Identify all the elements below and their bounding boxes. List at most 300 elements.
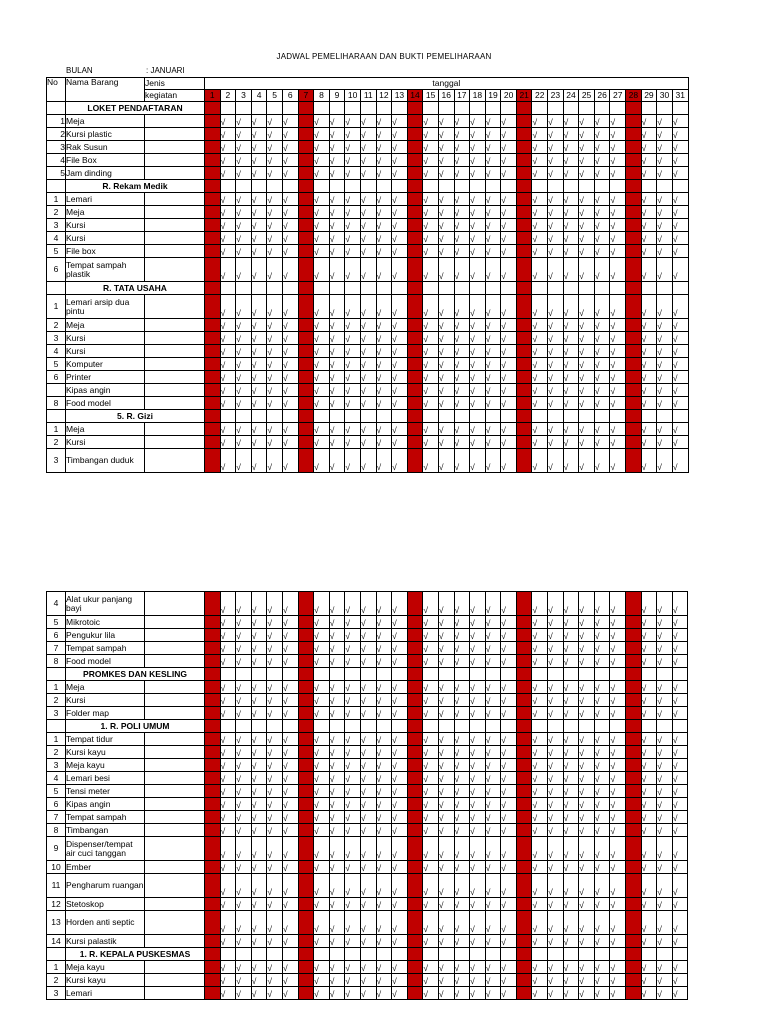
check-cell: √ — [501, 232, 517, 245]
check-cell: √ — [360, 371, 376, 384]
day-cell — [657, 410, 673, 423]
table-row — [47, 115, 689, 128]
item-number: 1 — [47, 961, 66, 974]
check-cell: √ — [282, 332, 298, 345]
check-cell: √ — [641, 193, 657, 206]
check-cell: √ — [236, 423, 252, 436]
check-cell: √ — [251, 128, 267, 141]
check-cell: √ — [641, 655, 657, 668]
check-cell: √ — [267, 128, 283, 141]
check-cell: √ — [454, 811, 470, 824]
check-cell: √ — [392, 319, 408, 332]
check-cell: √ — [563, 974, 579, 987]
check-cell: √ — [392, 154, 408, 167]
check-cell: √ — [657, 681, 673, 694]
check-cell: √ — [610, 319, 626, 332]
check-cell: √ — [392, 694, 408, 707]
day-cell — [220, 410, 236, 423]
check-cell: √ — [548, 154, 564, 167]
check-cell: √ — [454, 898, 470, 911]
check-cell: √ — [267, 295, 283, 319]
check-cell: √ — [672, 935, 688, 948]
check-cell: √ — [438, 245, 454, 258]
check-cell: √ — [345, 974, 361, 987]
check-cell: √ — [579, 759, 595, 772]
check-cell: √ — [360, 874, 376, 898]
check-cell: √ — [360, 345, 376, 358]
day-number: 20 — [501, 90, 517, 102]
check-cell: √ — [548, 115, 564, 128]
item-number: 12 — [47, 898, 66, 911]
check-cell: √ — [267, 193, 283, 206]
check-cell: √ — [563, 694, 579, 707]
check-cell: √ — [376, 681, 392, 694]
check-cell: √ — [563, 746, 579, 759]
check-cell: √ — [485, 655, 501, 668]
check-cell: √ — [485, 332, 501, 345]
day-cell — [251, 720, 267, 733]
check-cell: √ — [220, 746, 236, 759]
check-cell: √ — [454, 746, 470, 759]
check-cell: √ — [392, 974, 408, 987]
check-cell: √ — [360, 219, 376, 232]
check-cell: √ — [376, 319, 392, 332]
day-number: 15 — [423, 90, 439, 102]
activity-cell — [145, 371, 205, 384]
day-cell — [610, 282, 626, 295]
check-cell: √ — [438, 371, 454, 384]
check-cell: √ — [251, 798, 267, 811]
day-number: 31 — [672, 90, 688, 102]
holiday-cell — [626, 258, 642, 282]
check-cell: √ — [563, 961, 579, 974]
check-cell: √ — [454, 798, 470, 811]
activity-cell — [145, 592, 205, 616]
day-cell — [532, 668, 548, 681]
check-cell: √ — [454, 258, 470, 282]
check-cell: √ — [657, 167, 673, 180]
day-cell — [298, 180, 314, 193]
check-cell: √ — [672, 798, 688, 811]
check-cell: √ — [267, 707, 283, 720]
day-cell — [626, 180, 642, 193]
holiday-cell — [626, 898, 642, 911]
item-number: 8 — [47, 824, 66, 837]
check-cell: √ — [392, 811, 408, 824]
check-cell: √ — [641, 167, 657, 180]
holiday-cell — [516, 629, 532, 642]
holiday-cell — [407, 219, 423, 232]
holiday-cell — [407, 449, 423, 473]
check-cell: √ — [251, 935, 267, 948]
holiday-cell — [626, 141, 642, 154]
day-cell — [579, 180, 595, 193]
check-cell: √ — [657, 258, 673, 282]
section-row — [47, 282, 689, 295]
check-cell: √ — [579, 987, 595, 1000]
check-cell: √ — [423, 974, 439, 987]
check-cell: √ — [470, 193, 486, 206]
check-cell: √ — [610, 258, 626, 282]
check-cell: √ — [563, 449, 579, 473]
holiday-cell — [407, 824, 423, 837]
check-cell: √ — [548, 128, 564, 141]
check-cell: √ — [470, 798, 486, 811]
check-cell: √ — [251, 707, 267, 720]
day-cell — [532, 282, 548, 295]
activity-cell — [145, 974, 205, 987]
check-cell: √ — [220, 128, 236, 141]
check-cell: √ — [423, 384, 439, 397]
check-cell: √ — [345, 987, 361, 1000]
holiday-cell — [626, 193, 642, 206]
table-row — [47, 319, 689, 332]
no-cell — [47, 720, 66, 733]
day-cell — [267, 102, 283, 115]
holiday-cell — [407, 987, 423, 1000]
day-cell — [594, 282, 610, 295]
check-cell: √ — [345, 911, 361, 935]
check-cell: √ — [282, 759, 298, 772]
day-cell — [251, 180, 267, 193]
check-cell: √ — [423, 746, 439, 759]
check-cell: √ — [345, 295, 361, 319]
holiday-cell — [516, 798, 532, 811]
item-name: Komputer — [66, 358, 145, 371]
holiday-cell — [516, 759, 532, 772]
check-cell: √ — [532, 785, 548, 798]
activity-cell — [145, 655, 205, 668]
check-cell: √ — [423, 798, 439, 811]
check-cell: √ — [579, 193, 595, 206]
check-cell: √ — [423, 232, 439, 245]
check-cell: √ — [657, 694, 673, 707]
check-cell: √ — [329, 592, 345, 616]
check-cell: √ — [641, 219, 657, 232]
table-row — [47, 746, 688, 759]
check-cell: √ — [657, 449, 673, 473]
check-cell: √ — [610, 824, 626, 837]
check-cell: √ — [267, 592, 283, 616]
check-cell: √ — [470, 141, 486, 154]
check-cell: √ — [485, 861, 501, 874]
check-cell: √ — [282, 206, 298, 219]
item-name: Kipas angin — [66, 384, 145, 397]
check-cell: √ — [360, 898, 376, 911]
check-cell: √ — [282, 898, 298, 911]
check-cell: √ — [329, 837, 345, 861]
holiday-cell — [626, 733, 642, 746]
check-cell: √ — [548, 898, 564, 911]
day-cell — [563, 720, 579, 733]
check-cell: √ — [220, 358, 236, 371]
check-cell: √ — [454, 961, 470, 974]
check-cell: √ — [314, 345, 330, 358]
check-cell: √ — [594, 232, 610, 245]
check-cell: √ — [485, 811, 501, 824]
check-cell: √ — [392, 898, 408, 911]
check-cell: √ — [563, 759, 579, 772]
check-cell: √ — [610, 707, 626, 720]
check-cell: √ — [282, 167, 298, 180]
day-cell — [407, 668, 423, 681]
day-number: 17 — [454, 90, 470, 102]
check-cell: √ — [360, 232, 376, 245]
check-cell: √ — [360, 115, 376, 128]
check-cell: √ — [376, 861, 392, 874]
check-cell: √ — [392, 961, 408, 974]
table-row — [47, 961, 688, 974]
check-cell: √ — [329, 935, 345, 948]
holiday-cell — [407, 874, 423, 898]
check-cell: √ — [594, 961, 610, 974]
check-cell: √ — [657, 642, 673, 655]
table-row — [47, 345, 689, 358]
day-cell — [563, 410, 579, 423]
check-cell: √ — [314, 449, 330, 473]
check-cell: √ — [641, 232, 657, 245]
check-cell: √ — [610, 128, 626, 141]
check-cell: √ — [360, 629, 376, 642]
check-cell: √ — [485, 837, 501, 861]
check-cell: √ — [282, 592, 298, 616]
check-cell: √ — [314, 974, 330, 987]
check-cell: √ — [501, 436, 517, 449]
check-cell: √ — [672, 681, 688, 694]
check-cell: √ — [251, 694, 267, 707]
day-cell — [329, 410, 345, 423]
check-cell: √ — [392, 245, 408, 258]
check-cell: √ — [641, 681, 657, 694]
day-cell — [657, 102, 673, 115]
check-cell: √ — [345, 837, 361, 861]
check-cell: √ — [470, 319, 486, 332]
check-cell: √ — [345, 798, 361, 811]
check-cell: √ — [376, 258, 392, 282]
check-cell: √ — [594, 642, 610, 655]
holiday-cell — [407, 746, 423, 759]
day-cell — [532, 720, 548, 733]
check-cell: √ — [314, 961, 330, 974]
check-cell: √ — [594, 785, 610, 798]
check-cell: √ — [360, 384, 376, 397]
check-cell: √ — [470, 232, 486, 245]
item-number: 3 — [47, 141, 66, 154]
check-cell: √ — [594, 193, 610, 206]
holiday-cell — [407, 592, 423, 616]
check-cell: √ — [470, 154, 486, 167]
check-cell: √ — [501, 423, 517, 436]
day-cell — [594, 410, 610, 423]
check-cell: √ — [376, 154, 392, 167]
check-cell: √ — [314, 295, 330, 319]
day-cell — [470, 948, 486, 961]
check-cell: √ — [548, 206, 564, 219]
check-cell: √ — [563, 436, 579, 449]
day-cell — [236, 720, 252, 733]
day-cell — [501, 668, 517, 681]
check-cell: √ — [282, 987, 298, 1000]
day-number: 11 — [360, 90, 376, 102]
check-cell: √ — [501, 974, 517, 987]
check-cell: √ — [392, 295, 408, 319]
check-cell: √ — [220, 219, 236, 232]
check-cell: √ — [641, 436, 657, 449]
check-cell: √ — [267, 258, 283, 282]
check-cell: √ — [610, 423, 626, 436]
day-cell — [594, 948, 610, 961]
check-cell: √ — [470, 592, 486, 616]
check-cell: √ — [251, 319, 267, 332]
check-cell: √ — [220, 167, 236, 180]
check-cell: √ — [438, 898, 454, 911]
check-cell: √ — [563, 911, 579, 935]
check-cell: √ — [345, 707, 361, 720]
check-cell: √ — [470, 772, 486, 785]
check-cell: √ — [548, 642, 564, 655]
table-row — [47, 642, 688, 655]
table-row — [47, 987, 688, 1000]
check-cell: √ — [532, 911, 548, 935]
check-cell: √ — [532, 629, 548, 642]
check-cell: √ — [454, 681, 470, 694]
holiday-cell — [298, 345, 314, 358]
check-cell: √ — [282, 861, 298, 874]
check-cell: √ — [376, 128, 392, 141]
check-cell: √ — [236, 245, 252, 258]
holiday-cell — [407, 436, 423, 449]
day-cell — [329, 102, 345, 115]
check-cell: √ — [610, 358, 626, 371]
check-cell: √ — [594, 141, 610, 154]
check-cell: √ — [672, 861, 688, 874]
check-cell: √ — [438, 154, 454, 167]
check-cell: √ — [220, 987, 236, 1000]
check-cell: √ — [314, 798, 330, 811]
check-cell: √ — [329, 295, 345, 319]
check-cell: √ — [392, 911, 408, 935]
table-row — [47, 397, 689, 410]
check-cell: √ — [329, 681, 345, 694]
check-cell: √ — [657, 358, 673, 371]
check-cell: √ — [532, 141, 548, 154]
check-cell: √ — [657, 141, 673, 154]
day-cell — [672, 410, 688, 423]
check-cell: √ — [579, 785, 595, 798]
check-cell: √ — [345, 245, 361, 258]
check-cell: √ — [594, 245, 610, 258]
check-cell: √ — [641, 371, 657, 384]
day-cell — [407, 720, 423, 733]
check-cell: √ — [314, 193, 330, 206]
table-row — [47, 245, 689, 258]
check-cell: √ — [672, 759, 688, 772]
check-cell: √ — [360, 759, 376, 772]
day-cell — [641, 668, 657, 681]
check-cell: √ — [563, 167, 579, 180]
check-cell: √ — [251, 332, 267, 345]
item-number: 5 — [47, 358, 66, 371]
check-cell: √ — [329, 911, 345, 935]
check-cell: √ — [251, 245, 267, 258]
day-cell — [594, 102, 610, 115]
check-cell: √ — [236, 824, 252, 837]
check-cell: √ — [532, 616, 548, 629]
holiday-cell — [516, 384, 532, 397]
check-cell: √ — [657, 423, 673, 436]
check-cell: √ — [267, 759, 283, 772]
check-cell: √ — [251, 423, 267, 436]
holiday-cell — [626, 811, 642, 824]
check-cell: √ — [392, 759, 408, 772]
day-cell — [236, 668, 252, 681]
day-cell — [345, 410, 361, 423]
check-cell: √ — [563, 987, 579, 1000]
no-cell — [47, 180, 66, 193]
day-cell — [423, 180, 439, 193]
check-cell: √ — [360, 837, 376, 861]
item-number: 2 — [47, 319, 66, 332]
check-cell: √ — [657, 592, 673, 616]
holiday-cell — [626, 974, 642, 987]
check-cell: √ — [563, 861, 579, 874]
check-cell: √ — [501, 987, 517, 1000]
check-cell: √ — [672, 694, 688, 707]
check-cell: √ — [282, 258, 298, 282]
check-cell: √ — [672, 332, 688, 345]
holiday-cell — [205, 935, 221, 948]
check-cell: √ — [641, 898, 657, 911]
day-cell — [360, 102, 376, 115]
activity-cell — [145, 961, 205, 974]
day-cell — [563, 282, 579, 295]
holiday-cell — [298, 332, 314, 345]
check-cell: √ — [376, 332, 392, 345]
day-cell — [672, 668, 688, 681]
holiday-cell — [626, 219, 642, 232]
check-cell: √ — [672, 874, 688, 898]
check-cell: √ — [579, 345, 595, 358]
check-cell: √ — [548, 861, 564, 874]
day-cell — [641, 102, 657, 115]
check-cell: √ — [282, 345, 298, 358]
check-cell: √ — [392, 167, 408, 180]
check-cell: √ — [392, 798, 408, 811]
check-cell: √ — [236, 371, 252, 384]
activity-cell — [145, 206, 205, 219]
check-cell: √ — [392, 629, 408, 642]
check-cell: √ — [641, 837, 657, 861]
check-cell: √ — [251, 345, 267, 358]
holiday-cell — [626, 345, 642, 358]
day-cell — [205, 948, 221, 961]
check-cell: √ — [672, 141, 688, 154]
check-cell: √ — [594, 423, 610, 436]
check-cell: √ — [282, 935, 298, 948]
check-cell: √ — [220, 245, 236, 258]
activity-cell — [145, 332, 205, 345]
check-cell: √ — [532, 295, 548, 319]
check-cell: √ — [485, 397, 501, 410]
check-cell: √ — [610, 219, 626, 232]
day-number: 30 — [657, 90, 673, 102]
check-cell: √ — [329, 232, 345, 245]
check-cell: √ — [392, 232, 408, 245]
day-cell — [485, 668, 501, 681]
activity-cell — [145, 824, 205, 837]
check-cell: √ — [282, 384, 298, 397]
day-number: 8 — [314, 90, 330, 102]
